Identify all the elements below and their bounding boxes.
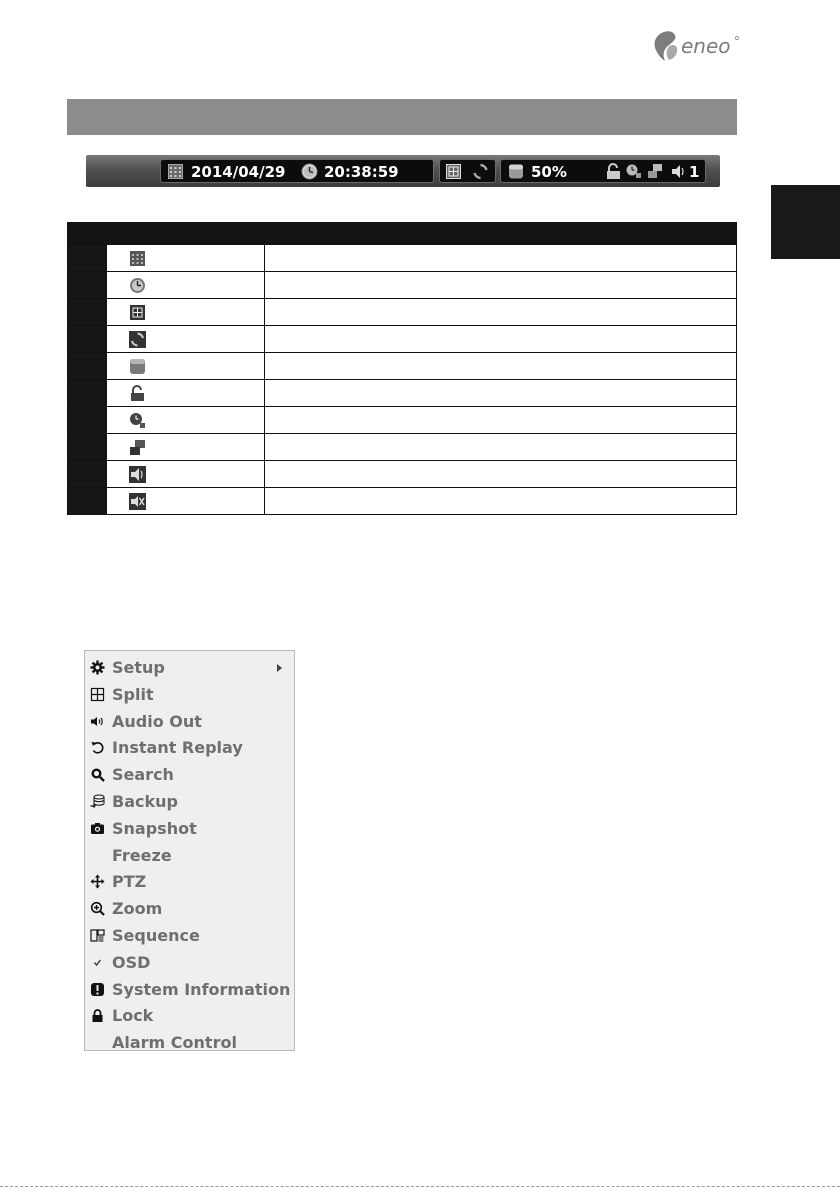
clock-icon [129, 277, 146, 294]
context-menu [84, 650, 295, 1051]
row-number-cell [68, 353, 107, 380]
audio-on-icon [671, 163, 687, 180]
table-row [68, 407, 737, 434]
menu-item-osd[interactable] [85, 950, 294, 977]
menu-item-label: Zoom [112, 899, 163, 919]
sequence-icon[interactable] [472, 163, 489, 180]
row-icon-cell [107, 434, 265, 461]
menu-item-label: System Information [112, 979, 291, 999]
row-number-cell [68, 407, 107, 434]
table-row [68, 353, 737, 380]
sequence-icon [129, 331, 146, 348]
row-number-cell [68, 245, 107, 272]
disk-usage-text: 50% [531, 163, 567, 181]
menu-item-label: Freeze [112, 845, 172, 865]
info-icon [90, 982, 105, 997]
table-row [68, 245, 737, 272]
row-number-cell [68, 461, 107, 488]
table-row [68, 434, 737, 461]
row-description-cell [265, 461, 737, 488]
menu-item-label: Snapshot [112, 818, 197, 838]
split-icon [90, 687, 105, 702]
audio-on-icon [129, 466, 146, 483]
row-description-cell [265, 380, 737, 407]
lock-icon [90, 1008, 105, 1023]
network-icon [129, 439, 146, 456]
page-bottom-rule [0, 1186, 840, 1187]
menu-item-system-information[interactable] [85, 977, 294, 1004]
eneo-logo [650, 26, 745, 64]
header-cell-description [265, 223, 737, 245]
menu-item-sequence[interactable] [85, 923, 294, 950]
view-mode-panel [439, 159, 496, 183]
network-icon [647, 163, 663, 180]
row-number-cell [68, 299, 107, 326]
chapter-tab [771, 185, 840, 259]
table-row [68, 299, 737, 326]
menu-item-label: Lock [112, 1006, 154, 1026]
menu-item-label: Split [112, 684, 154, 704]
unlock-icon [606, 163, 621, 180]
sequence-icon [90, 928, 105, 943]
replay-icon [90, 740, 105, 755]
row-icon-cell [107, 245, 265, 272]
audio-mute-icon [129, 493, 146, 510]
menu-item-ptz[interactable] [85, 869, 294, 896]
header-cell-icon [107, 223, 265, 245]
row-icon-cell [107, 407, 265, 434]
menu-item-label: Alarm Control [112, 1033, 237, 1053]
search-icon [90, 767, 105, 782]
row-description-cell [265, 245, 737, 272]
menu-item-search[interactable] [85, 762, 294, 789]
check-icon [90, 955, 105, 970]
header-cell-number [68, 223, 107, 245]
status-bar [86, 155, 720, 187]
calendar-icon [168, 164, 183, 179]
table-row [68, 326, 737, 353]
row-description-cell [265, 272, 737, 299]
schedule-record-icon [129, 412, 146, 429]
menu-item-freeze[interactable] [85, 843, 294, 870]
table-row [68, 461, 737, 488]
gear-icon [90, 660, 105, 675]
menu-item-backup[interactable] [85, 789, 294, 816]
zoom-icon [90, 901, 105, 916]
camera-icon [90, 821, 105, 836]
menu-item-label: Setup [112, 658, 165, 677]
row-number-cell [68, 434, 107, 461]
menu-item-label: Backup [112, 791, 178, 811]
disk-icon [508, 163, 524, 180]
table-header-row [68, 223, 737, 245]
unlock-icon [129, 385, 146, 402]
row-icon-cell [107, 461, 265, 488]
table-row [68, 380, 737, 407]
clock-icon [301, 163, 318, 180]
menu-item-label: OSD [112, 952, 151, 972]
row-description-cell [265, 326, 737, 353]
table-row [68, 488, 737, 515]
menu-item-label: Search [112, 765, 174, 785]
schedule-record-icon [626, 163, 642, 180]
menu-item-instant-replay[interactable] [85, 735, 294, 762]
menu-item-label: PTZ [112, 872, 147, 892]
menu-item-split[interactable] [85, 682, 294, 709]
row-icon-cell [107, 326, 265, 353]
row-description-cell [265, 353, 737, 380]
menu-item-label: Audio Out [112, 711, 202, 731]
row-number-cell [68, 488, 107, 515]
backup-icon [90, 794, 105, 809]
audio-channel-text: 1 [689, 163, 700, 181]
row-icon-cell [107, 488, 265, 515]
disk-icon [129, 358, 146, 375]
menu-item-label: Sequence [112, 925, 200, 945]
row-number-cell [68, 272, 107, 299]
row-icon-cell [107, 272, 265, 299]
table-row [68, 272, 737, 299]
move-arrows-icon [90, 874, 105, 889]
menu-item-audio-out[interactable] [85, 709, 294, 736]
datetime-panel [160, 159, 434, 183]
status-icon-legend-table [67, 222, 737, 515]
menu-item-snapshot[interactable] [85, 816, 294, 843]
row-description-cell [265, 407, 737, 434]
split-screen-icon [129, 304, 146, 321]
calendar-icon [129, 250, 146, 267]
speaker-icon [90, 714, 105, 729]
section-header-bar [67, 99, 737, 135]
menu-item-zoom[interactable] [85, 896, 294, 923]
menu-item-lock[interactable] [85, 1003, 294, 1030]
svg-text:eneo: eneo [681, 34, 731, 58]
menu-item-setup[interactable] [85, 655, 294, 682]
row-number-cell [68, 326, 107, 353]
row-description-cell [265, 434, 737, 461]
menu-item-label: Instant Replay [112, 738, 243, 758]
row-icon-cell [107, 353, 265, 380]
menu-item-alarm-control[interactable] [85, 1030, 294, 1057]
date-text: 2014/04/29 [191, 163, 286, 181]
row-description-cell [265, 299, 737, 326]
row-icon-cell [107, 380, 265, 407]
row-icon-cell [107, 299, 265, 326]
system-status-panel [500, 159, 706, 183]
row-description-cell [265, 488, 737, 515]
time-text: 20:38:59 [324, 163, 399, 181]
row-number-cell [68, 380, 107, 407]
submenu-arrow-icon [277, 664, 282, 672]
split-screen-icon[interactable] [446, 164, 461, 179]
